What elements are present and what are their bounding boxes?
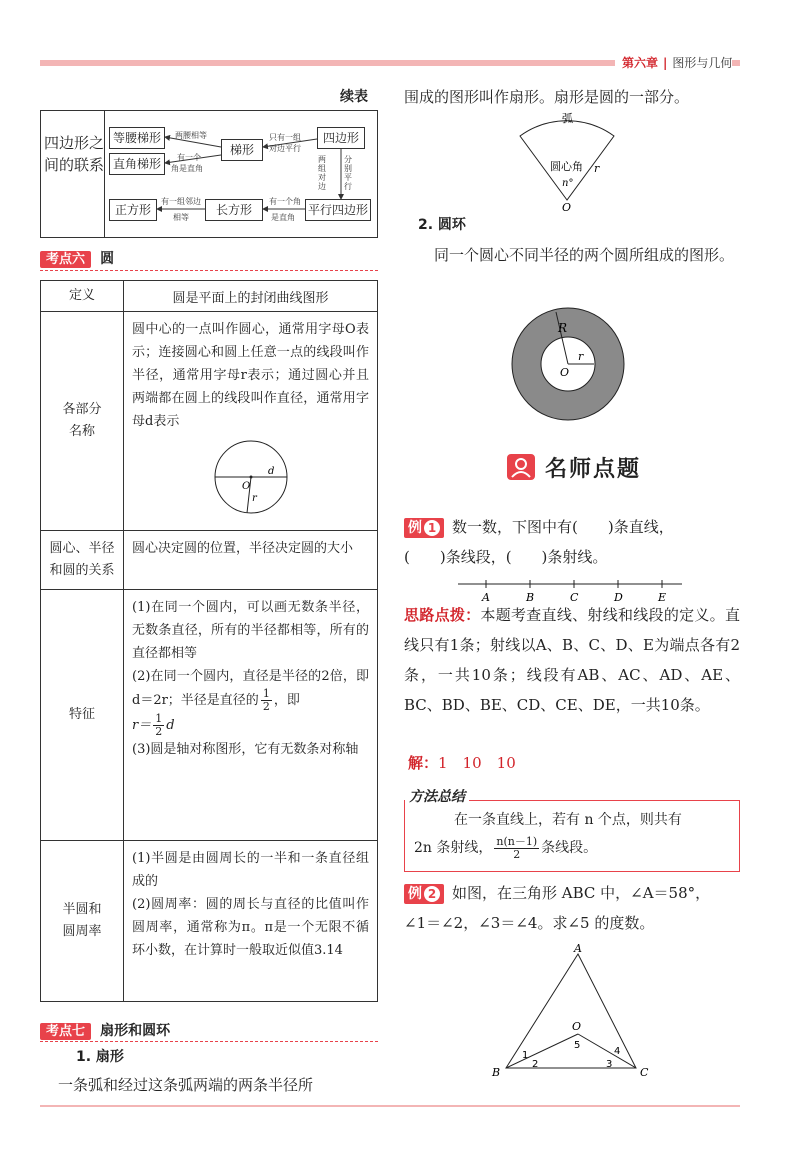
feature-3: (3)圆是轴对称图形，它有无数条对称轴 [132, 742, 359, 757]
footer-rule [40, 1105, 740, 1107]
svg-text:弧: 弧 [562, 112, 573, 125]
quadrilateral-box: 四边形 [317, 127, 365, 149]
row-label-features: 特征 [41, 590, 124, 841]
kaodian-7-title: 扇形和圆环 [100, 1023, 171, 1039]
answer-text: 1 10 10 [438, 754, 516, 772]
sector-definition-start: 一条弧和经过这条弧两端的两条半径所 [58, 1076, 314, 1094]
svg-text:4: 4 [614, 1046, 621, 1057]
relation-cell [124, 531, 378, 590]
parts-cell [124, 312, 378, 531]
example-1-question: 例 1 数一数，下图中有( )条直线， ( )条线段，( )条射线。 [404, 518, 674, 566]
relation-label: 四边形之间的联系 [44, 134, 105, 174]
svg-text:O: O [562, 201, 572, 212]
half-fraction-2: $\frac{1}{2}$ [155, 712, 163, 738]
method-line-2: 2n 条射线， $\frac{n(n-1)}{2}$ 条线段。 [414, 834, 598, 861]
arrow-label-adjacent-a: 有一组邻边 [161, 197, 201, 206]
semicircle-2: (2)圆周率：圆的周长与直径的比值叫作圆周率，通常称为π。π是一个无限不循环小数，在计算时一般取近似值3.14 [132, 897, 369, 958]
table-row [41, 590, 378, 841]
ring-figure [510, 306, 626, 422]
running-header [622, 54, 732, 71]
example-2-question: 例 2 如图，在三角形 ABC 中，∠A＝58°， ∠1＝∠2，∠3＝∠4。求∠5 的度数。 [404, 884, 711, 932]
section-title: 名师点题 [545, 457, 642, 482]
radius-label: r [251, 493, 257, 504]
arrow-label-one-pair-a: 只有一组 [269, 133, 301, 142]
svg-text:r: r [578, 350, 584, 363]
svg-text:3: 3 [606, 1059, 613, 1070]
circle-center-label: O [241, 481, 250, 492]
segments-fraction: $\frac{n(n-1)}{2}$ [496, 834, 538, 861]
circle-table [40, 280, 378, 1002]
arrow-label-adjacent-b: 相等 [173, 213, 189, 222]
table-row [41, 531, 378, 590]
header-bar-end [732, 60, 740, 66]
features-cell [124, 590, 378, 841]
half-fraction: $\frac{1}{2}$ [262, 687, 270, 713]
table-row [41, 841, 378, 1002]
example-1-badge: 例 1 [404, 518, 444, 538]
point-label: B [526, 591, 535, 602]
kaodian-7-header [40, 1020, 170, 1040]
point-label: D [614, 591, 623, 602]
teacher-icon [506, 453, 536, 481]
answer-label: 解： [408, 754, 439, 772]
svg-text:O: O [572, 1020, 582, 1033]
kaodian-6-rule [40, 270, 378, 271]
method-summary-tag: 方法总结 [405, 786, 469, 806]
header-divider: | [663, 56, 668, 70]
trapezoid-box: 梯形 [221, 139, 263, 161]
parts-text: 圆中心的一点叫作圆心，通常用字母O表示；连接圆心和圆上任意一点的线段叫作半径，通常用字母r表示；通过圆心并且两端都在圆上的线段叫作直径，通常用字母d表示 [132, 322, 369, 429]
chapter-label: 第六章 [622, 56, 659, 70]
example-2-badge: 例 2 [404, 884, 444, 904]
svg-text:C: C [640, 1066, 649, 1079]
svg-text:B: B [492, 1066, 501, 1079]
svg-text:圆心角: 圆心角 [550, 160, 583, 173]
method-line-1: 在一条直线上，若有 n 个点，则共有 [454, 812, 682, 828]
kaodian-6-badge: 考点六 [40, 251, 91, 268]
chapter-title: 图形与几何 [672, 56, 733, 70]
semicircle-text [124, 841, 377, 968]
table-row [41, 281, 378, 312]
semicircle-1: (1)半圆是由圆周长的一半和一条直径组成的 [132, 851, 369, 889]
triangle-figure [486, 940, 656, 1082]
arrow-label-right-angle-a: 有一个角 [269, 197, 301, 206]
point-label: C [570, 591, 579, 602]
kaodian-6-title: 圆 [100, 251, 115, 267]
svg-text:r: r [594, 162, 600, 175]
row-label-definition: 定义 [41, 281, 124, 312]
relation-text: 圆心决定圆的位置，半径决定圆的大小 [132, 541, 354, 556]
continued-label: 续表 [340, 89, 368, 105]
svg-text:1: 1 [522, 1050, 529, 1061]
sector-figure [510, 112, 630, 212]
kaodian-7-rule [40, 1041, 378, 1042]
svg-text:5: 5 [574, 1040, 581, 1051]
row-label-relation: 圆心、半径 和圆的关系 [41, 531, 124, 590]
hint-text: 本题考查直线、射线和线段的定义。直线只有1条；射线以A、B、C、D、E为端点各有2条，一共10条；线段有AB、AC、AD、AE、BC、BD、BE、CD、CE、DE，一共10条。 [404, 606, 740, 714]
example-1-answer [408, 748, 516, 778]
right-trapezoid-box: 直角梯形 [109, 153, 165, 175]
point-label: A [482, 591, 490, 602]
example-1-hint [404, 600, 740, 720]
diameter-label: d [267, 466, 274, 477]
ring-definition: 同一个圆心不同半径的两个圆所组成的图形。 [434, 246, 735, 264]
svg-text:n°: n° [562, 178, 574, 189]
arrow-label-right-angle-b: 是直角 [271, 213, 295, 222]
svg-text:O: O [560, 366, 570, 379]
arrow-label-two-pairs-a: 两组对边 [318, 155, 326, 191]
rectangle-box: 长方形 [205, 199, 263, 221]
kaodian-7-badge: 考点七 [40, 1023, 91, 1040]
kaodian-6-header [40, 248, 114, 268]
hint-label: 思路点拨： [404, 606, 481, 624]
arrow-label-two-pairs-b: 分别平行 [344, 155, 352, 191]
arrow-label-legs-equal: 两腰相等 [175, 131, 207, 140]
header-bar [40, 60, 615, 66]
arrow-label-one-pair-b: 对边平行 [269, 144, 301, 153]
svg-text:2: 2 [532, 1059, 539, 1070]
parallelogram-box: 平行四边形 [305, 199, 371, 221]
arrow-label-one-right-b: 角是直角 [171, 164, 203, 173]
ring-heading: 2. 圆环 [418, 217, 466, 233]
square-box: 正方形 [109, 199, 157, 221]
method-summary-text [414, 806, 734, 862]
sector-heading: 1. 扇形 [76, 1049, 124, 1065]
row-label-semicircle: 半圆和 圆周率 [41, 841, 124, 1002]
circle-figure [126, 439, 376, 517]
isosceles-trapezoid-box: 等腰梯形 [109, 127, 165, 149]
semicircle-cell [124, 841, 378, 1002]
sector-definition-end: 围成的图形叫作扇形。扇形是圆的一部分。 [404, 88, 690, 106]
svg-text:A: A [574, 942, 582, 955]
feature-2: (2)在同一个圆内，直径是半径的2倍，即 d＝2r；半径是直径的 $\frac{1}{2}$ ，即 r＝ $\frac{1}{2}$ d [132, 669, 369, 738]
arrow-label-one-right-a: 有一个 [177, 153, 201, 162]
svg-text:R: R [558, 321, 568, 335]
feature-1: (1)在同一个圆内，可以画无数条半径，无数条直径，所有的半径都相等，所有的直径都相等 [132, 600, 369, 661]
table-row [41, 312, 378, 531]
point-label: E [658, 591, 667, 602]
features-text [124, 590, 377, 767]
line-figure [458, 576, 682, 602]
row-label-parts: 各部分 名称 [41, 312, 124, 531]
definition-text: 圆是平面上的封闭曲线图形 [124, 281, 378, 312]
